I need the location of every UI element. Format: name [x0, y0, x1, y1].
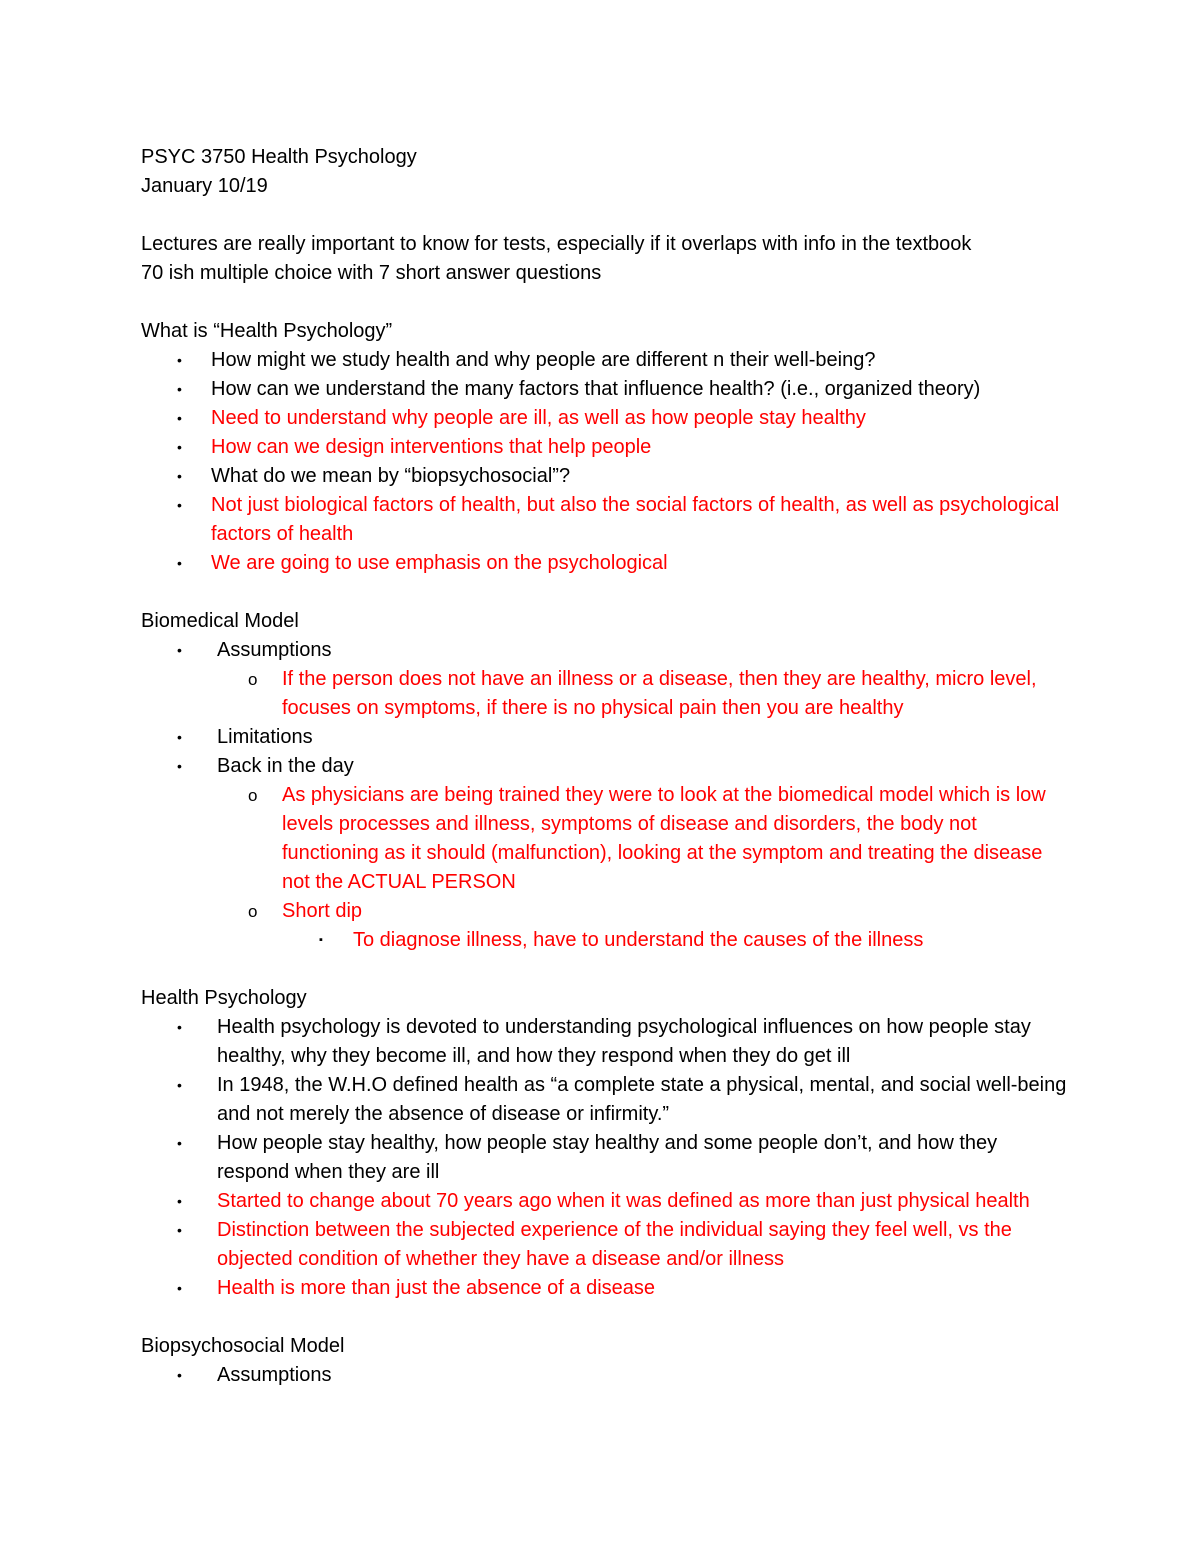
sub-list-item: [141, 897, 1071, 926]
spacer: [141, 578, 1071, 607]
list-item: [141, 404, 1071, 433]
course-title: PSYC 3750 Health Psychology: [141, 146, 417, 168]
spacer: [141, 201, 1071, 230]
list-item-note: If the person does not have an illness or a disease, then they are healthy, micro level, focuses on symptoms, if there is no physical pain then you are healthy: [282, 668, 1037, 719]
list-item: [141, 491, 1071, 549]
bullet-icon: •: [177, 555, 182, 571]
list-item: [141, 1071, 1071, 1129]
spacer: [141, 955, 1071, 984]
list-item-text: How might we study health and why people are different n their well-being?: [211, 349, 876, 371]
sub-sub-list-item: [141, 926, 1071, 955]
sub-list-item: [141, 665, 1071, 723]
bullet-icon: •: [177, 497, 182, 513]
list-item-note: Started to change about 70 years ago when it was defined as more than just physical health: [217, 1190, 1030, 1212]
document-body: [141, 143, 1071, 1390]
list-item-text: Health psychology is devoted to understanding psychological influences on how people stay healthy, why they become ill, and how they respond when they do get ill: [217, 1016, 1031, 1067]
bullet-icon: •: [177, 1019, 182, 1035]
list-item-note: Not just biological factors of health, but also the social factors of health, as well as psychological factors of health: [211, 494, 1060, 545]
list-item-note: We are going to use emphasis on the psychological: [211, 552, 668, 574]
circle-bullet-icon: o: [248, 670, 258, 689]
circle-bullet-icon: o: [248, 786, 258, 805]
bullet-icon: •: [177, 439, 182, 455]
list-item: [141, 1216, 1071, 1274]
bullet-icon: •: [177, 729, 182, 745]
list-item: [141, 636, 1071, 665]
list-item-text: Limitations: [217, 726, 313, 748]
list-item: [141, 462, 1071, 491]
list-item: [141, 1129, 1071, 1187]
list-item-text: What do we mean by “biopsychosocial”?: [211, 465, 571, 487]
list-item: [141, 549, 1071, 578]
bullet-icon: •: [177, 1222, 182, 1238]
list-item-text: Back in the day: [217, 755, 354, 777]
list-item-text: In 1948, the W.H.O defined health as “a complete state a physical, mental, and social well-being and not merely the absence of disease or infirmity.”: [217, 1074, 1067, 1125]
bullet-icon: •: [177, 758, 182, 774]
section-heading-biopsychosocial: Biopsychosocial Model: [141, 1335, 345, 1357]
intro-line: Lectures are really important to know for tests, especially if it overlaps with info in the textbook: [141, 233, 972, 255]
list-item-note: Distinction between the subjected experience of the individual saying they feel well, vs the objected condition of whether they have a disease and/or illness: [217, 1219, 1012, 1270]
bullet-icon: •: [177, 468, 182, 484]
list-item: [141, 1013, 1071, 1071]
list-item-text: How can we understand the many factors that influence health? (i.e., organized theory): [211, 378, 981, 400]
list-item-note: Health is more than just the absence of a disease: [217, 1277, 656, 1299]
square-bullet-icon: ▪: [319, 934, 323, 946]
lecture-date: January 10/19: [141, 175, 268, 197]
list-item: [141, 375, 1071, 404]
list-item-text: Assumptions: [217, 1364, 332, 1386]
list-item-text: How people stay healthy, how people stay healthy and some people don’t, and how they respond when they are ill: [217, 1132, 998, 1183]
intro-line: 70 ish multiple choice with 7 short answer questions: [141, 262, 602, 284]
sub-list-item: [141, 781, 1071, 897]
bullet-icon: •: [177, 352, 182, 368]
list-item: [141, 346, 1071, 375]
list-item: [141, 723, 1071, 752]
bullet-icon: •: [177, 1367, 182, 1383]
bullet-icon: •: [177, 1077, 182, 1093]
list-item-note: Short dip: [282, 900, 363, 922]
bullet-icon: •: [177, 1280, 182, 1296]
section-heading-what-is: What is “Health Psychology”: [141, 320, 393, 342]
list-item-note: To diagnose illness, have to understand the causes of the illness: [353, 929, 924, 951]
list-item-text: Assumptions: [217, 639, 332, 661]
spacer: [141, 288, 1071, 317]
list-item: [141, 1361, 1071, 1390]
list-item-note: Need to understand why people are ill, as well as how people stay healthy: [211, 407, 866, 429]
list-item: [141, 433, 1071, 462]
bullet-icon: •: [177, 1135, 182, 1151]
bullet-icon: •: [177, 642, 182, 658]
list-item: [141, 1274, 1071, 1303]
list-item: [141, 752, 1071, 781]
bullet-icon: •: [177, 381, 182, 397]
list-item-note: As physicians are being trained they were to look at the biomedical model which is low levels processes and illness, symptoms of disease and disorders, the body not functioning as it should (malfunction), looking at the symptom and treating the disease not the ACTUAL PERSON: [282, 784, 1046, 893]
circle-bullet-icon: o: [248, 902, 258, 921]
section-heading-biomedical: Biomedical Model: [141, 610, 299, 632]
bullet-icon: •: [177, 410, 182, 426]
section-heading-health-psychology: Health Psychology: [141, 987, 307, 1009]
list-item-note: How can we design interventions that help people: [211, 436, 652, 458]
bullet-icon: •: [177, 1193, 182, 1209]
spacer: [141, 1303, 1071, 1332]
list-item: [141, 1187, 1071, 1216]
